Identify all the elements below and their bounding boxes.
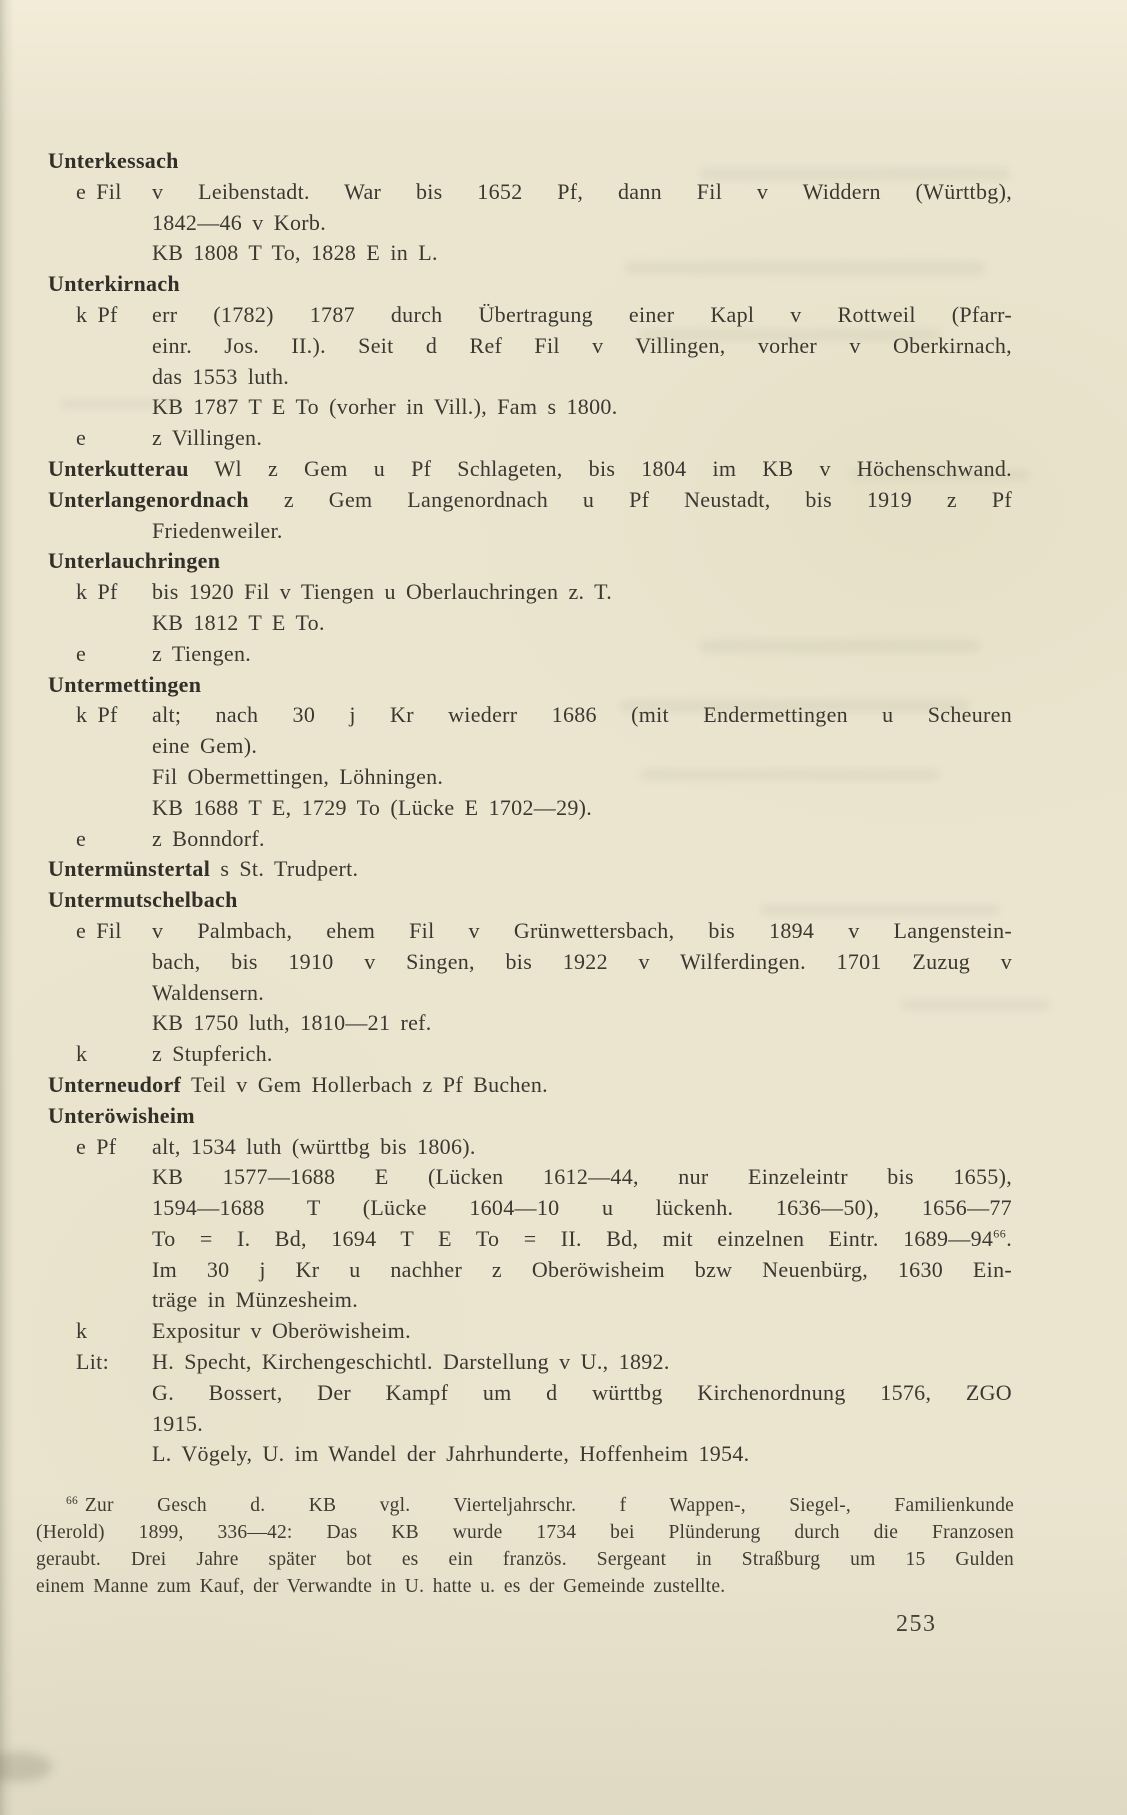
entry-line [76, 577, 1012, 608]
entry-text: träge in Münzesheim. [152, 1287, 359, 1313]
entry-text: eine Gem). [152, 733, 258, 759]
entry-text: z Stupferich. [152, 1041, 273, 1067]
entry-label: k Pf [76, 579, 118, 605]
footnote-marker: 66 [66, 1494, 78, 1507]
entry-line [152, 1439, 1012, 1470]
entry-line [152, 1285, 1012, 1316]
entry-line [152, 238, 1012, 269]
entry-line [152, 516, 1012, 547]
entry-text: v Leibenstadt. War bis 1652 Pf, dann Fil v Widdern (Württbg), [152, 178, 1012, 204]
entry-line [152, 793, 1012, 824]
entry-line [152, 331, 1012, 362]
entry-text: Teil v Gem Hollerbach z Pf Buchen. [181, 1071, 548, 1097]
entry-text: s St. Trudpert. [210, 856, 359, 882]
entry-line [152, 731, 1012, 762]
footnote [36, 1492, 1014, 1600]
entry-line [76, 423, 1012, 454]
footnote-text: Zur Gesch d. KB vgl. Vierteljahrschr. f Wappen-, Siegel-, Familienkunde [84, 1495, 1014, 1516]
entry-text: bach, bis 1910 v Singen, bis 1922 v Wilferdingen. 1701 Zuzug v [152, 948, 1012, 974]
entry-text: z Villingen. [152, 425, 263, 451]
entry-headword-inline: Untermünstertal [48, 856, 211, 882]
entry-label: k [76, 1041, 88, 1067]
entry-text: alt; nach 30 j Kr wiederr 1686 (mit Endermettingen u Scheuren [152, 702, 1012, 728]
entry-line [48, 1070, 1012, 1101]
entry-text: bis 1920 Fil v Tiengen u Oberlauchringen z. T. [152, 579, 613, 605]
entry-line [152, 608, 1012, 639]
text-block [0, 146, 1127, 1470]
entry-text: G. Bossert, Der Kampf um d württbg Kirchenordnung 1576, ZGO [152, 1379, 1012, 1405]
entry-text: v Palmbach, ehem Fil v Grünwettersbach, bis 1894 v Langenstein- [152, 917, 1012, 943]
entry-line [76, 700, 1012, 731]
entry-text: einr. Jos. II.). Seit d Ref Fil v Villingen, vorher v Oberkirnach, [152, 332, 1012, 358]
entry-text: Expositur v Oberöwisheim. [152, 1318, 411, 1344]
entry-text: . [1006, 1225, 1012, 1251]
entry-label: e [76, 640, 87, 666]
entry-line [152, 1378, 1012, 1409]
entry-headword-inline: Unterneudorf [48, 1071, 182, 1097]
entry-line [76, 1132, 1012, 1163]
entry-line [152, 1193, 1012, 1224]
entry-line [152, 1255, 1012, 1286]
entry-text: Im 30 j Kr u nachher z Oberöwisheim bzw Neuenbürg, 1630 Ein- [152, 1256, 1012, 1282]
footnote-text: (Herold) 1899, 336—42: Das KB wurde 1734 bei Plünderung durch die Franzosen [36, 1522, 1014, 1543]
entry-label: k Pf [76, 301, 118, 327]
entry-line [76, 824, 1012, 855]
entry-text: 1915. [152, 1410, 203, 1436]
entry-line [48, 485, 1012, 516]
entry-line [76, 300, 1012, 331]
entry-label: e [76, 825, 87, 851]
entry-label: e [76, 425, 87, 451]
entry-headword: Unterkirnach [48, 271, 180, 297]
entry-headword: Untermettingen [48, 671, 202, 697]
entry-line [152, 208, 1012, 239]
footnote-line [36, 1519, 1014, 1546]
footnote-line [36, 1573, 1014, 1600]
entry-text: KB 1577—1688 E (Lücken 1612—44, nur Einzeleintr bis 1655), [152, 1164, 1012, 1190]
entry-text: 1842—46 v Korb. [152, 209, 327, 235]
footnote-text: einem Manne zum Kauf, der Verwandte in U. hatte u. es der Gemeinde zustellte. [36, 1576, 726, 1597]
entry-label: e Pf [76, 1133, 117, 1159]
entry-headword: Untermutschelbach [48, 887, 238, 913]
entry-text: KB 1808 T To, 1828 E in L. [152, 240, 438, 266]
entry-line [76, 1039, 1012, 1070]
entry-line [152, 1224, 1012, 1255]
footnote-reference: 66 [993, 1226, 1007, 1241]
entry-line [152, 947, 1012, 978]
entry-label: Lit: [76, 1349, 109, 1375]
entry-line [76, 177, 1012, 208]
entry-text: z Gem Langenordnach u Pf Neustadt, bis 1919 z Pf [248, 486, 1012, 512]
entry-line [152, 1409, 1012, 1440]
entry-line [152, 1162, 1012, 1193]
entry-line [152, 762, 1012, 793]
entry-text: Fil Obermettingen, Löhningen. [152, 763, 444, 789]
entry-text: Waldensern. [152, 979, 265, 1005]
entry-label: e Fil [76, 178, 122, 204]
page-number: 253 [896, 1611, 937, 1637]
entry-text: err (1782) 1787 durch Übertragung einer Kapl v Rottweil (Pfarr- [152, 301, 1012, 327]
entry-text: To = I. Bd, 1694 T E To = II. Bd, mit einzelnen Eintr. 1689—94 [152, 1225, 994, 1251]
footnote-line [36, 1492, 1014, 1519]
entry-text: das 1553 luth. [152, 363, 290, 389]
entry-headword: Unterlauchringen [48, 548, 221, 574]
entry-headword: Unteröwisheim [48, 1102, 195, 1128]
scan-corner-shadow [0, 1752, 52, 1782]
entry-line [152, 362, 1012, 393]
entry-text: KB 1812 T E To. [152, 609, 325, 635]
entry-text: z Bonndorf. [152, 825, 265, 851]
entry-headword-inline: Unterkutterau [48, 455, 189, 481]
entry-text: L. Vögely, U. im Wandel der Jahrhunderte, Hoffenheim 1954. [152, 1441, 750, 1467]
entry-text: 1594—1688 T (Lücke 1604—10 u lückenh. 1636—50), 1656—77 [152, 1195, 1012, 1221]
entry-label: e Fil [76, 917, 122, 943]
entry-line [152, 392, 1012, 423]
entry-text: Friedenweiler. [152, 517, 283, 543]
entry-line [76, 639, 1012, 670]
entry-label: k Pf [76, 702, 118, 728]
entry-text: KB 1787 T E To (vorher in Vill.), Fam s 1800. [152, 394, 618, 420]
entry-text: H. Specht, Kirchengeschichtl. Darstellung v U., 1892. [152, 1349, 670, 1375]
entry-text: alt, 1534 luth (württbg bis 1806). [152, 1133, 476, 1159]
entry-headword-inline: Unterlangenordnach [48, 486, 249, 512]
footnote-text: geraubt. Drei Jahre später bot es ein französ. Sergeant in Straßburg um 15 Gulden [36, 1549, 1014, 1570]
entry-line [152, 978, 1012, 1009]
entry-label: k [76, 1318, 88, 1344]
entry-text: z Tiengen. [152, 640, 252, 666]
entry-headword: Unterkessach [48, 148, 179, 173]
entry-line [48, 854, 1012, 885]
entry-line [76, 916, 1012, 947]
entry-line [48, 454, 1012, 485]
footnote-line [36, 1546, 1014, 1573]
entry-line [76, 1316, 1012, 1347]
entry-text: KB 1688 T E, 1729 To (Lücke E 1702—29). [152, 794, 593, 820]
entry-text: Wl z Gem u Pf Schlageten, bis 1804 im KB v Höchenschwand. [188, 455, 1012, 481]
entry-line [152, 1008, 1012, 1039]
entry-text: KB 1750 luth, 1810—21 ref. [152, 1010, 432, 1036]
entry-line [76, 1347, 1012, 1378]
